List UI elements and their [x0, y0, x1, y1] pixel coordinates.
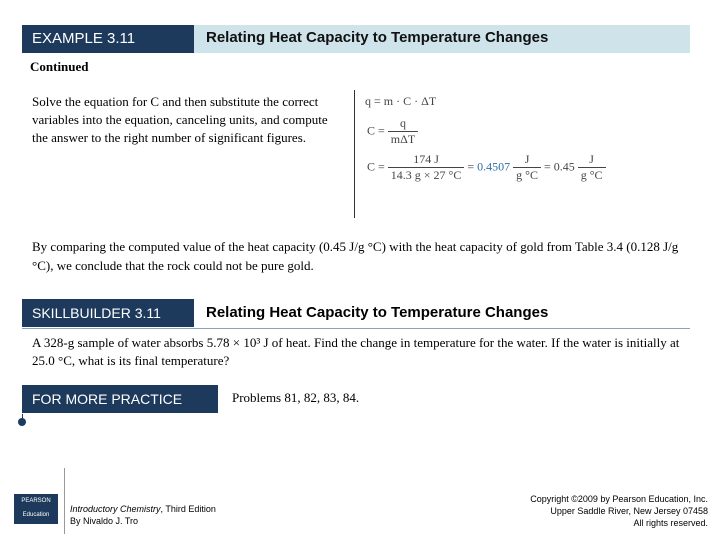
equation-3-equals: = — [467, 159, 475, 174]
equation-3-unit-2 — [578, 152, 606, 183]
example-title: Relating Heat Capacity to Temperature Changes — [194, 25, 690, 53]
footer-copyright — [470, 493, 708, 529]
equation-3-lhs: C = — [367, 159, 385, 174]
equation-2-denominator: mΔT — [388, 131, 418, 147]
pearson-logo — [14, 494, 58, 524]
equation-3 — [367, 152, 606, 183]
left-dot — [18, 418, 26, 426]
equation-2 — [367, 116, 418, 147]
copyright-line-1: Copyright ©2009 by Pearson Education, Inc. — [530, 494, 708, 504]
pearson-logo-line1: PEARSON — [21, 498, 51, 504]
equation-3-unit-numerator: J — [524, 152, 530, 166]
equation-3-value: 0.4507 — [477, 159, 511, 174]
footer-book-title: Introductory Chemistry — [70, 504, 161, 514]
equation-3-unit-2-denominator: g °C — [578, 167, 606, 183]
skillbuilder-underline — [22, 328, 690, 329]
equation-3-unit — [513, 152, 541, 183]
practice-label: FOR MORE PRACTICE — [22, 385, 218, 413]
solve-instructions: Solve the equation for C and then substitute the correct variables into the equation, canceling units, and compute the answer to the right number of significant figures. — [32, 94, 328, 145]
equation-3-unit-denominator: g °C — [513, 167, 541, 183]
footer-separator — [64, 468, 65, 534]
practice-text: Problems 81, 82, 83, 84. — [232, 390, 360, 405]
pearson-logo-line2: Education — [22, 512, 50, 518]
skillbuilder-title: Relating Heat Capacity to Temperature Changes — [206, 304, 549, 321]
skillbuilder-text: A 328-g sample of water absorbs 5.78 × 10³ J of heat. Find the change in temperature for the water. If the water is initially at 25.0 °C, what is its final temperature? — [32, 335, 680, 368]
equation-3-numerator: 174 J — [413, 152, 439, 166]
equation-3-fraction — [388, 152, 465, 183]
column-divider — [354, 90, 355, 218]
equation-3-unit-2-numerator: J — [589, 152, 594, 166]
copyright-line-2: Upper Saddle River, New Jersey 07458 — [550, 506, 708, 516]
equation-1: q = m · C · ΔT — [365, 94, 437, 108]
footer-book-title-line — [70, 503, 216, 515]
equation-2-numerator: q — [399, 116, 406, 130]
skillbuilder-label: SKILLBUILDER 3.11 — [22, 299, 194, 327]
example-label: EXAMPLE 3.11 — [22, 25, 194, 53]
footer-book-edition: , Third Edition — [160, 504, 216, 514]
equation-3-rounded: = 0.45 — [543, 159, 575, 174]
footer-book — [70, 503, 216, 527]
conclusion-text: By comparing the computed value of the heat capacity (0.45 J/g °C) with the heat capacity of gold from Table 3.4 (0.128 J/g °C), we conclude that the rock could not be pure gold. — [32, 239, 679, 273]
equation-2-lhs: C = — [367, 123, 385, 138]
equation-2-fraction — [388, 116, 418, 147]
copyright-line-3: All rights reserved. — [633, 518, 708, 528]
footer-book-author: By Nivaldo J. Tro — [70, 516, 139, 526]
continued-label: Continued — [30, 59, 89, 74]
equation-3-denominator: 14.3 g × 27 °C — [388, 167, 465, 183]
